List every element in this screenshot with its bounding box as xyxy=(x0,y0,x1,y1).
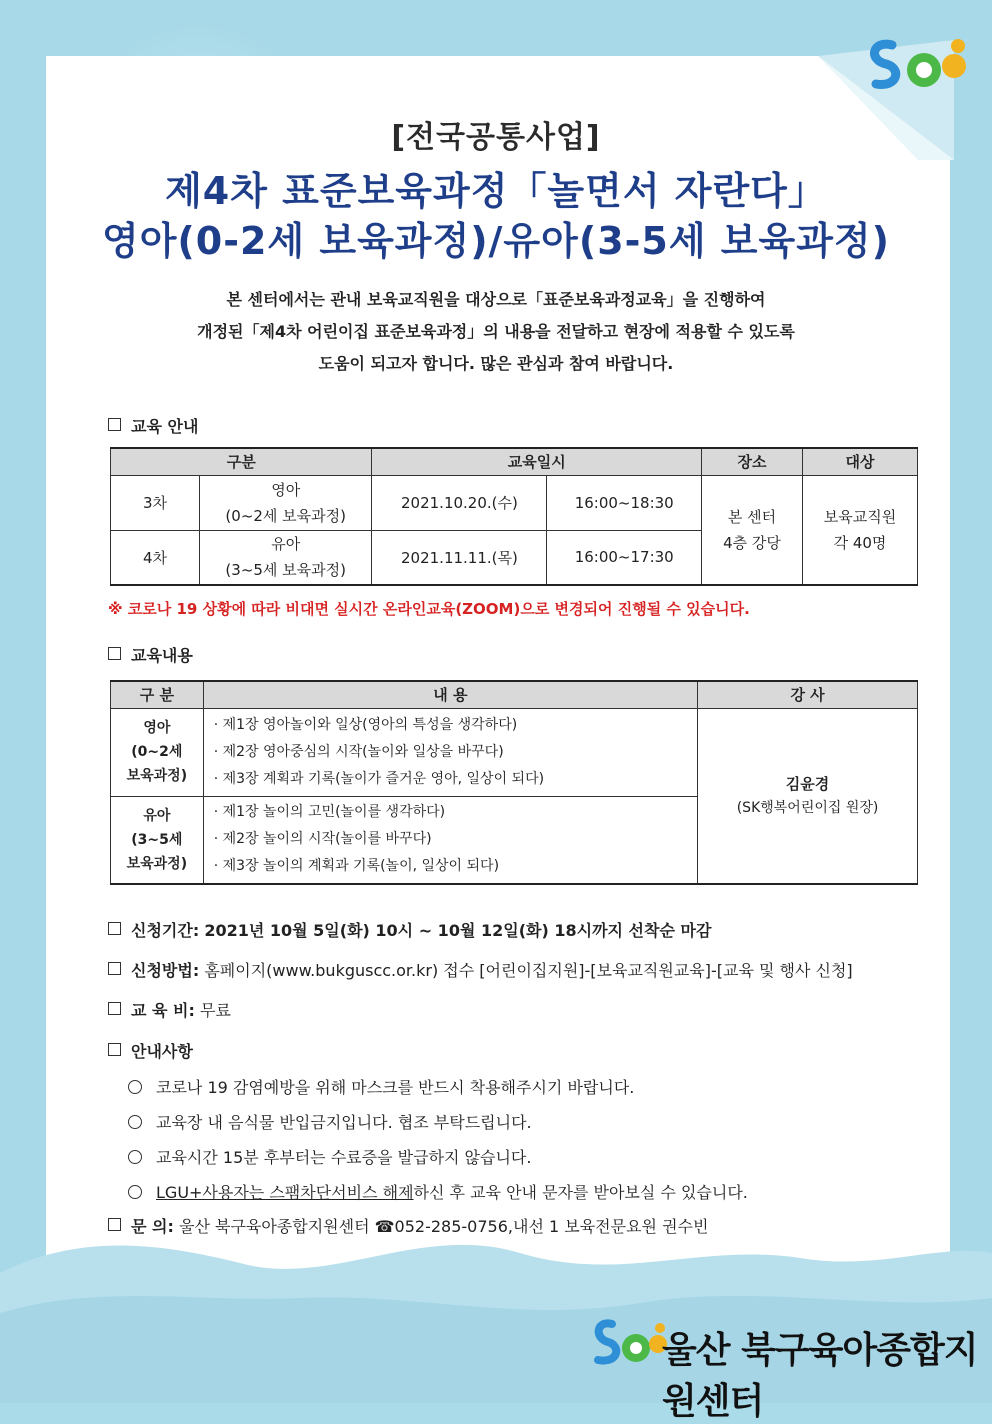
round-cell: 3차 xyxy=(111,475,200,530)
place-cell: 본 센터 4층 강당 xyxy=(702,475,803,585)
checkbox-square-icon xyxy=(108,922,121,935)
content-cell xyxy=(203,708,697,796)
note-item: 교육시간 15분 후부터는 수료증을 발급하지 않습니다. xyxy=(128,1145,531,1168)
intro-line: 도움이 되고자 합니다. 많은 관심과 참여 바랍니다. xyxy=(318,354,674,373)
group-cell: 영아 (0~2세 보육과정) xyxy=(111,708,204,796)
date-cell: 2021.11.11.(목) xyxy=(372,530,547,585)
col-header: 내 용 xyxy=(203,681,697,708)
list-item: · 제1장 놀이의 고민(놀이를 생각하다) xyxy=(213,804,446,821)
contact: 문 의: 울산 북구육아종합지원센터 ☎052-285-0756,내선 1 보육전문요원 권수빈 xyxy=(108,1214,708,1237)
checkbox-square-icon xyxy=(108,1043,121,1056)
zoom-notice: ※ 코로나 19 상황에 따라 비대면 실시간 온라인교육(ZOOM)으로 변경되어 진행될 수 있습니다. xyxy=(108,600,750,618)
list-item: · 제1장 영아놀이와 일상(영아의 특성을 생각하다) xyxy=(213,716,518,733)
group-cell: 영아 (0~2세 보육과정) xyxy=(200,475,372,530)
intro-line: 개정된「제4차 어린이집 표준보육과정」의 내용을 전달하고 현장에 적용할 수 있도록 xyxy=(197,322,795,341)
intro-paragraph xyxy=(0,284,992,380)
apply-period: 신청기간: 2021년 10월 5일(화) 10시 ~ 10월 12일(화) 18시까지 선착순 마감 xyxy=(108,918,711,941)
note-item: 코로나 19 감염예방을 위해 마스크를 반드시 착용해주시기 바랍니다. xyxy=(128,1075,634,1098)
note-item: 교육장 내 음식물 반입금지입니다. 협조 부탁드립니다. xyxy=(128,1110,532,1133)
col-header: 장소 xyxy=(702,448,803,475)
group-cell: 유아 (3~5세 보육과정) xyxy=(111,796,204,884)
content-cell xyxy=(203,796,697,884)
fee: 교 육 비: 무료 xyxy=(108,998,231,1021)
circle-bullet-icon xyxy=(128,1150,142,1164)
round-cell: 4차 xyxy=(111,530,200,585)
title-category: [전국공통사업] xyxy=(391,120,601,155)
note-item: LGU+사용자는 스팸차단서비스 해제하신 후 교육 안내 문자를 받아보실 수 있습니다. xyxy=(128,1180,748,1203)
checkbox-square-icon xyxy=(108,647,121,660)
org-name: 울산 북구육아종합지원센터 xyxy=(662,1330,978,1422)
notes-heading: 안내사항 xyxy=(108,1039,193,1062)
list-item: · 제3장 놀이의 계획과 기록(놀이, 일상이 되다) xyxy=(213,858,500,875)
table-row xyxy=(111,708,918,796)
instructor-cell: 김윤경 (SK행복어린이집 원장) xyxy=(698,708,918,884)
date-cell: 2021.10.20.(수) xyxy=(372,475,547,530)
target-cell: 보육교직원 각 40명 xyxy=(803,475,918,585)
col-header: 강 사 xyxy=(698,681,918,708)
checkbox-square-icon xyxy=(108,962,121,975)
schedule-table xyxy=(110,447,918,586)
list-item: · 제2장 놀이의 시작(놀이를 바꾸다) xyxy=(213,831,432,848)
center-logo-icon xyxy=(862,30,972,100)
circle-bullet-icon xyxy=(128,1115,142,1129)
title-main: 제4차 표준보육과정「놀면서 자란다」 xyxy=(165,169,827,213)
col-header: 교육일시 xyxy=(372,448,702,475)
time-cell: 16:00~18:30 xyxy=(547,475,702,530)
time-cell: 16:00~17:30 xyxy=(547,530,702,585)
content-table xyxy=(110,680,918,885)
checkbox-square-icon xyxy=(108,418,121,431)
section-content-heading: 교육내용 xyxy=(108,643,193,666)
col-header: 구분 xyxy=(111,448,372,475)
list-item: · 제2장 영아중심의 시작(놀이와 일상을 바꾸다) xyxy=(213,743,504,760)
col-header: 대상 xyxy=(803,448,918,475)
list-item: · 제3장 계획과 기록(놀이가 즐거운 영아, 일상이 되다) xyxy=(213,770,545,787)
group-cell: 유아 (3~5세 보육과정) xyxy=(200,530,372,585)
section-schedule-heading: 교육 안내 xyxy=(108,414,198,437)
apply-method: 신청방법: 홈페이지(www.bukguscc.or.kr) 접수 [어린이집지원]-[보육교직원교육]-[교육 및 행사 신청] xyxy=(108,958,853,981)
col-header: 구 분 xyxy=(111,681,204,708)
checkbox-square-icon xyxy=(108,1002,121,1015)
intro-line: 본 센터에서는 관내 보육교직원을 대상으로「표준보육과정교육」을 진행하여 xyxy=(226,290,766,309)
circle-bullet-icon xyxy=(128,1185,142,1199)
circle-bullet-icon xyxy=(128,1080,142,1094)
table-row xyxy=(111,475,918,530)
title-sub: 영아(0-2세 보육과정)/유아(3-5세 보육과정) xyxy=(101,219,891,263)
